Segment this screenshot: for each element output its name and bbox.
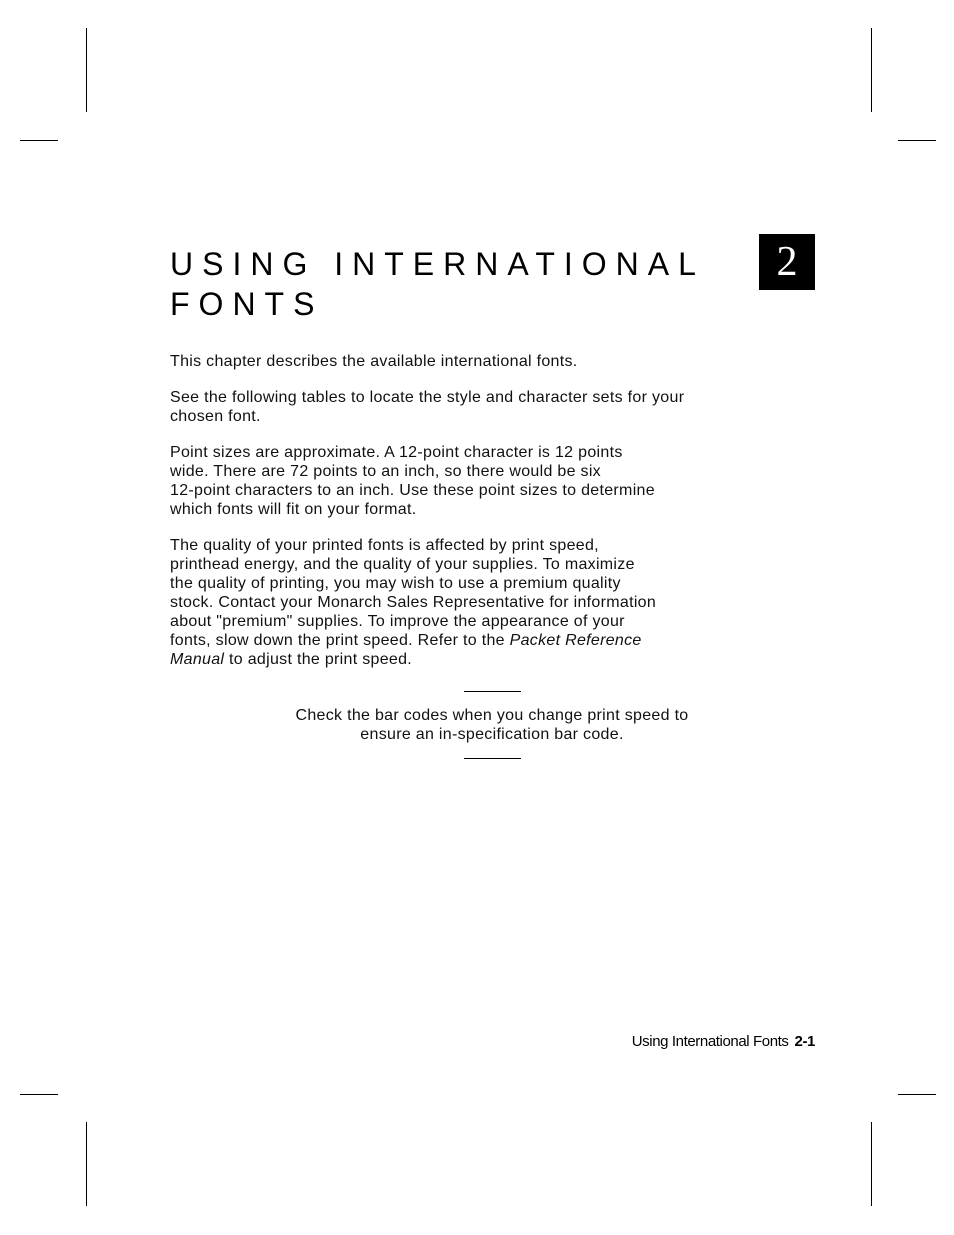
paragraph-point-sizes: [170, 443, 740, 519]
footer-page-number: 2-1: [794, 1033, 815, 1050]
chapter-number-tab: 2: [759, 234, 815, 290]
chapter-title: [170, 244, 730, 324]
paragraph-point-sizes-line: wide. There are 72 points to an inch, so there would be six: [170, 463, 601, 480]
footer-running-title: Using International Fonts: [631, 1033, 789, 1050]
paragraph-print-quality-line: The quality of your printed fonts is affected by print speed,: [170, 537, 599, 554]
crop-mark-bottom-right-horizontal: [898, 1094, 936, 1095]
paragraph-point-sizes-line: 12-point characters to an inch. Use these point sizes to determine: [170, 482, 655, 499]
chapter-body: [170, 352, 740, 686]
paragraph-print-quality-line: stock. Contact your Monarch Sales Representative for information: [170, 594, 657, 611]
note-line: Check the bar codes when you change print speed to: [295, 707, 689, 724]
note-line: ensure an in-specification bar code.: [360, 726, 624, 743]
paragraph-point-sizes-line: Point sizes are approximate. A 12-point character is 12 points: [170, 444, 623, 461]
crop-mark-top-right-vertical: [871, 28, 872, 112]
paragraph-intro: This chapter describes the available international fonts.: [170, 353, 578, 370]
crop-mark-top-right-horizontal: [898, 140, 936, 141]
paragraph-print-quality-line: fonts, slow down the print speed. Refer to the: [170, 632, 510, 649]
page-footer: [632, 1032, 815, 1052]
manual-reference-title: Packet Reference: [509, 632, 642, 649]
paragraph-print-quality-line: about "premium" supplies. To improve the appearance of your: [170, 613, 625, 630]
note-rule-bottom: [464, 758, 521, 759]
paragraph-point-sizes-line: which fonts will fit on your format.: [170, 501, 417, 518]
paragraph-print-quality: [170, 536, 740, 669]
manual-reference-title: Manual: [170, 651, 225, 668]
crop-mark-bottom-left-vertical: [86, 1122, 87, 1206]
note-block: [262, 691, 722, 759]
paragraph-print-quality-line: the quality of printing, you may wish to use a premium quality: [170, 575, 621, 592]
paragraph-tables: See the following tables to locate the style and character sets for your chosen font.: [170, 389, 685, 425]
crop-mark-bottom-left-horizontal: [20, 1094, 58, 1095]
crop-mark-bottom-right-vertical: [871, 1122, 872, 1206]
crop-mark-top-left-vertical: [86, 28, 87, 112]
note-text: [262, 692, 722, 758]
paragraph-print-quality-line: to adjust the print speed.: [224, 651, 413, 668]
paragraph-print-quality-line: printhead energy, and the quality of your supplies. To maximize: [170, 556, 635, 573]
crop-mark-top-left-horizontal: [20, 140, 58, 141]
chapter-title-line-2: FONTS: [170, 286, 324, 322]
chapter-title-line-1: USING INTERNATIONAL: [170, 246, 705, 282]
